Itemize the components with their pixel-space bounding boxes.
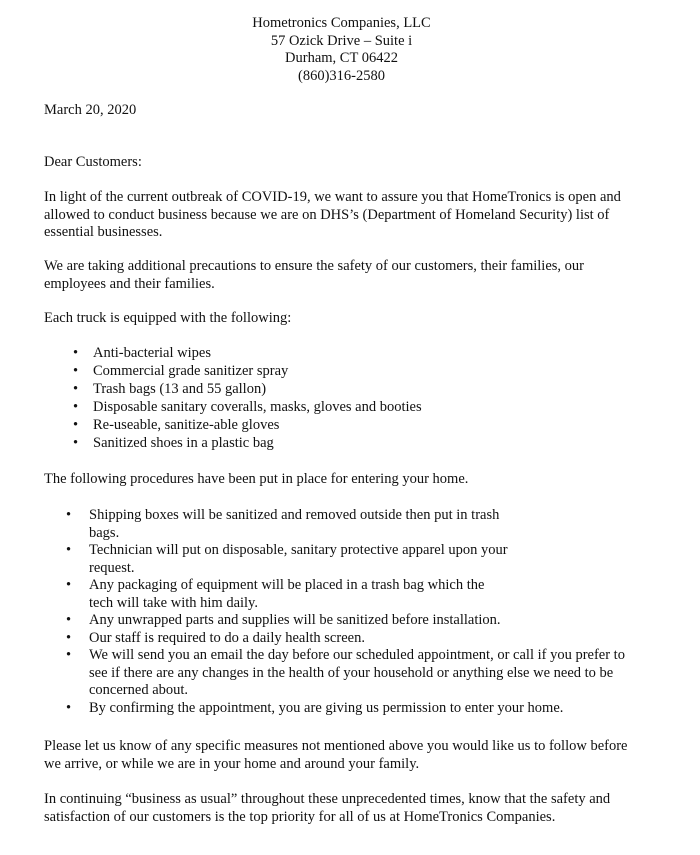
list-item [44,417,422,435]
truck-equipment-list [44,345,422,453]
list-item [44,542,509,577]
company-address: 57 Ozick Drive – Suite i [270,32,413,49]
paragraph-procedures-intro: The following procedures have been put in place for entering your home. [44,471,469,487]
list-item [44,345,422,363]
bullet-icon: • [73,345,79,361]
list-item-text: Any unwrapped parts and supplies will be sanitized before installation. [89,612,501,628]
bullet-icon: • [73,435,79,451]
list-item [44,612,644,630]
paragraph-truck-intro: Each truck is equipped with the following: [44,310,292,326]
list-item [44,700,644,718]
list-item-text: Re-useable, sanitize-able gloves [93,417,280,433]
list-item-text: Trash bags (13 and 55 gallon) [93,381,267,397]
list-item [44,399,422,417]
bullet-icon: • [66,507,72,523]
list-item-text: Anti-bacterial wipes [93,345,211,361]
list-item-text: We will send you an email the day before our scheduled appointment, or call if you prefer to see if there are any changes in the health of your household or anything else we need to be concerned about. [89,647,625,698]
letterhead [0,15,683,85]
paragraph-closing: In continuing “business as usual” throughout these unprecedented times, know that the safety and satisfaction of our customers is the top priority for all of us at HomeTronics Companies. [44,791,611,825]
list-item-text: Commercial grade sanitizer spray [93,363,289,379]
company-phone: (860)316-2580 [298,67,385,84]
bullet-icon: • [66,629,72,646]
company-city: Durham, CT 06422 [285,50,398,66]
list-item-text: Technician will put on disposable, sanitary protective apparel upon your request. [89,542,508,576]
list-item-text: Any packaging of equipment will be placed in a trash bag which the tech will take with him daily. [89,577,485,611]
list-item [44,435,422,453]
bullet-icon: • [73,381,79,397]
paragraph-precautions: We are taking additional precautions to ensure the safety of our customers, their families, our employees and their families. [44,258,584,292]
list-item [44,577,509,612]
bullet-icon: • [66,577,72,593]
salutation: Dear Customers: [44,154,142,170]
list-item-text: Sanitized shoes in a plastic bag [93,435,274,451]
list-item-text: Disposable sanitary coveralls, masks, gloves and booties [93,399,422,415]
bullet-icon: • [66,699,72,716]
list-item-text: Shipping boxes will be sanitized and removed outside then put in trash bags. [89,507,500,541]
list-item [44,507,509,542]
list-item [44,363,422,381]
list-item [44,647,644,700]
list-item [44,630,644,648]
company-name: Hometronics Companies, LLC [252,15,431,31]
bullet-icon: • [66,612,72,628]
list-item [44,381,422,399]
paragraph-intro: In light of the current outbreak of COVID-19, we want to assure you that HomeTronics is open and allowed to conduct business because we are on DHS’s (Department of Homeland Security) list of essential businesses. [44,189,621,240]
bullet-icon: • [73,417,79,433]
list-item-text: By confirming the appointment, you are giving us permission to enter your home. [89,699,564,716]
bullet-icon: • [66,542,72,558]
letter-date: March 20, 2020 [44,102,137,118]
bullet-icon: • [73,363,79,379]
list-item-text: Our staff is required to do a daily health screen. [89,629,365,646]
bullet-icon: • [66,647,72,663]
procedures-list [44,507,644,717]
paragraph-specific-measures: Please let us know of any specific measures not mentioned above you would like us to follow before we arrive, or while we are in your home and around your family. [44,738,628,772]
bullet-icon: • [73,399,79,415]
